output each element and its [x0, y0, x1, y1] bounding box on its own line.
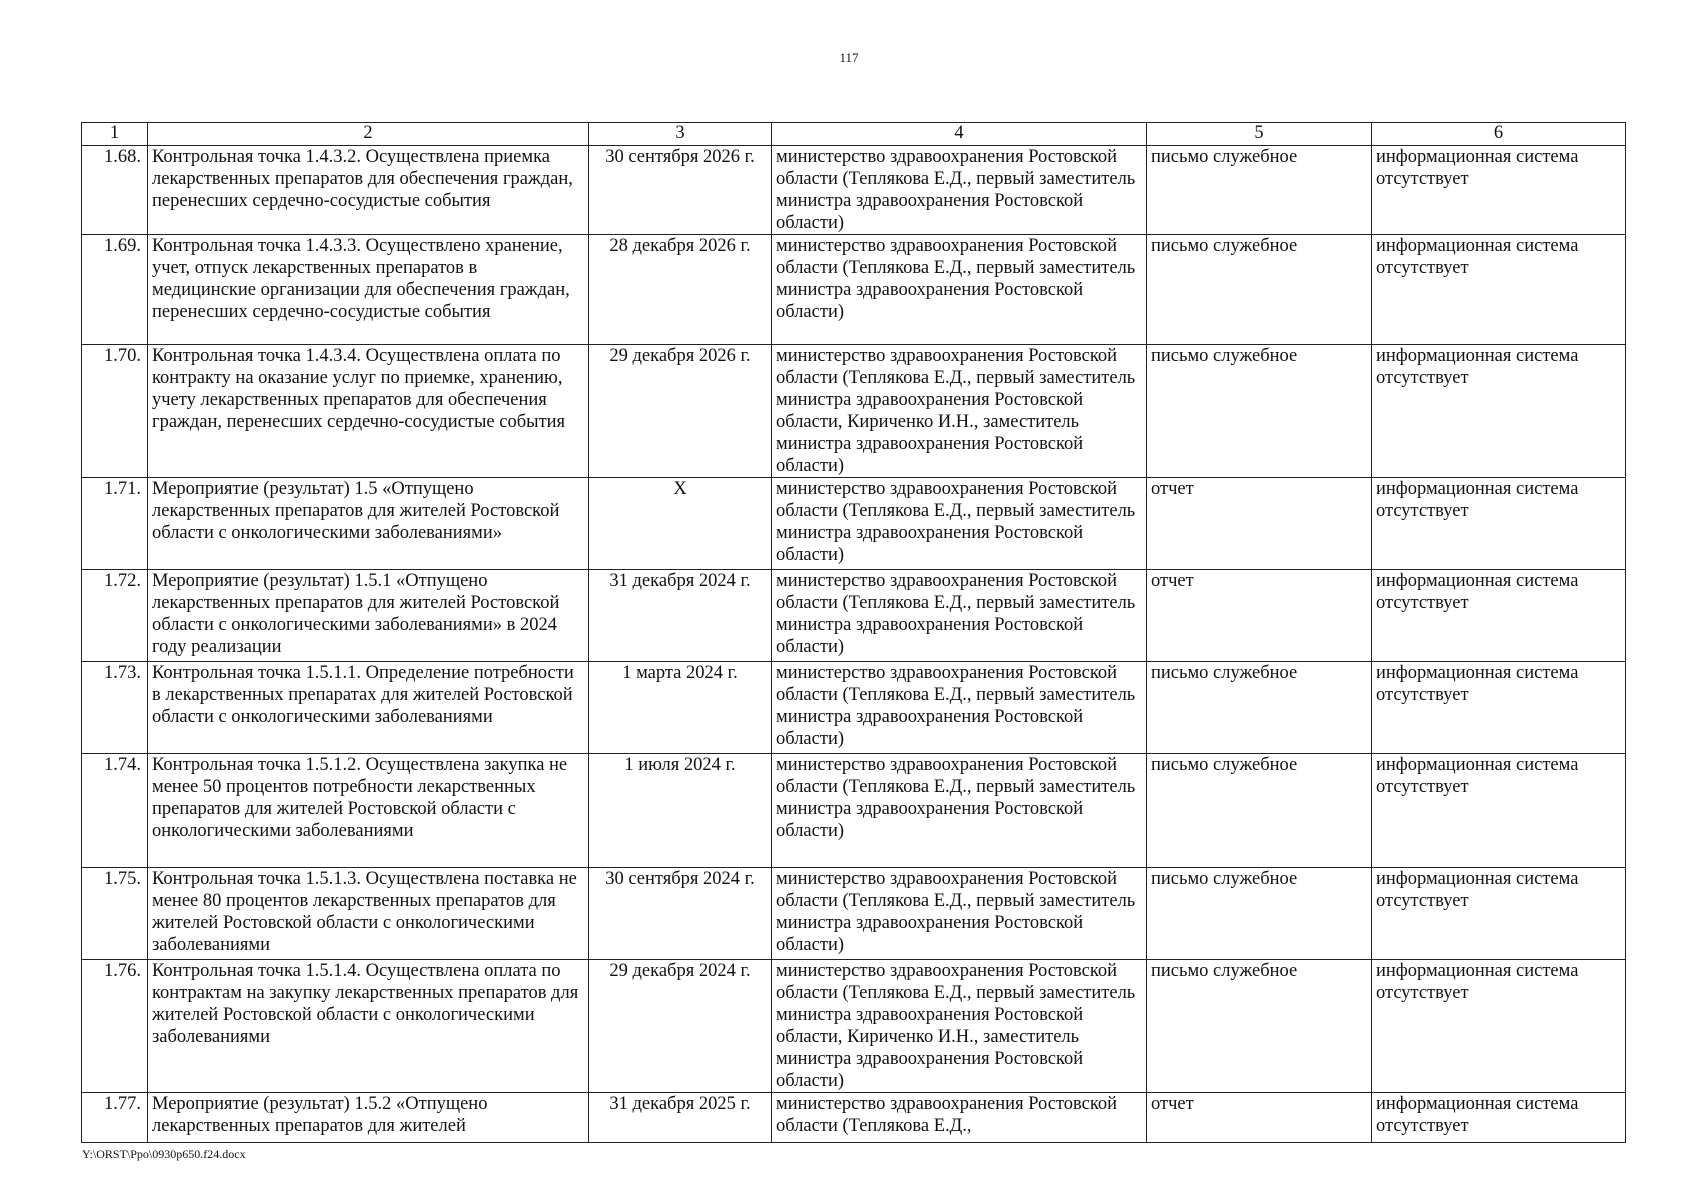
row-number: 1.70. [82, 345, 148, 478]
row-name: Контрольная точка 1.4.3.2. Осуществлена приемка лекарственных препаратов для обеспечения граждан, перенесших сердечно-сосудистые события [148, 146, 589, 235]
row-number: 1.75. [82, 868, 148, 960]
header-cell: 6 [1372, 123, 1626, 146]
table-row [82, 960, 1626, 1093]
row-responsible: министерство здравоохранения Ростовской области (Теплякова Е.Д., первый заместитель министра здравоохранения Ростовской области, Кириченко И.Н., заместитель министра здравоохранения Ростовской области) [772, 960, 1147, 1093]
row-date: 30 сентября 2024 г. [589, 868, 772, 960]
row-date: 29 декабря 2026 г. [589, 345, 772, 478]
row-number: 1.73. [82, 662, 148, 754]
row-document: письмо служебное [1147, 662, 1372, 754]
table-row [82, 345, 1626, 478]
row-document: отчет [1147, 570, 1372, 662]
row-date: 28 декабря 2026 г. [589, 235, 772, 345]
row-name: Контрольная точка 1.5.1.2. Осуществлена закупка не менее 50 процентов потребности лекарственных препаратов для жителей Ростовской области с онкологическими заболеваниями [148, 754, 589, 868]
page-number: 117 [839, 50, 859, 65]
row-document: отчет [1147, 1093, 1372, 1143]
row-name: Контрольная точка 1.4.3.4. Осуществлена оплата по контракту на оказание услуг по приемке, хранению, учету лекарственных препаратов для обеспечения граждан, перенесших сердечно-сосудистые события [148, 345, 589, 478]
file-path-footer: Y:\ORST\Ppo\0930p650.f24.docx [82, 1147, 246, 1161]
row-responsible: министерство здравоохранения Ростовской области (Теплякова Е.Д., [772, 1093, 1147, 1143]
header-cell: 2 [148, 123, 589, 146]
table-row [82, 754, 1626, 868]
row-date: 31 декабря 2025 г. [589, 1093, 772, 1143]
row-number: 1.74. [82, 754, 148, 868]
table-row [82, 1093, 1626, 1143]
header-cell: 5 [1147, 123, 1372, 146]
row-document: письмо служебное [1147, 868, 1372, 960]
header-cell: 1 [82, 123, 148, 146]
row-number: 1.72. [82, 570, 148, 662]
row-info-system: информационная система отсутствует [1372, 478, 1626, 570]
row-document: письмо служебное [1147, 146, 1372, 235]
table-row [82, 662, 1626, 754]
row-name: Контрольная точка 1.5.1.1. Определение потребности в лекарственных препаратах для жителей Ростовской области с онкологическими заболеваниями [148, 662, 589, 754]
row-document: письмо служебное [1147, 754, 1372, 868]
row-document: письмо служебное [1147, 235, 1372, 345]
row-info-system: информационная система отсутствует [1372, 960, 1626, 1093]
row-info-system: информационная система отсутствует [1372, 235, 1626, 345]
row-number: 1.69. [82, 235, 148, 345]
table-row [82, 478, 1626, 570]
table-row [82, 868, 1626, 960]
row-date: 30 сентября 2026 г. [589, 146, 772, 235]
schedule-table [81, 122, 1626, 1143]
row-info-system: информационная система отсутствует [1372, 754, 1626, 868]
row-date: 29 декабря 2024 г. [589, 960, 772, 1093]
row-info-system: информационная система отсутствует [1372, 146, 1626, 235]
row-number: 1.76. [82, 960, 148, 1093]
row-name: Контрольная точка 1.5.1.3. Осуществлена поставка не менее 80 процентов лекарственных препаратов для жителей Ростовской области с онкологическими заболеваниями [148, 868, 589, 960]
table-row [82, 235, 1626, 345]
table-row [82, 146, 1626, 235]
row-responsible: министерство здравоохранения Ростовской области (Теплякова Е.Д., первый заместитель министра здравоохранения Ростовской области, Кириченко И.Н., заместитель министра здравоохранения Ростовской области) [772, 345, 1147, 478]
row-number: 1.77. [82, 1093, 148, 1143]
header-cell: 4 [772, 123, 1147, 146]
row-name: Контрольная точка 1.5.1.4. Осуществлена оплата по контрактам на закупку лекарственных препаратов для жителей Ростовской области с онкологическими заболеваниями [148, 960, 589, 1093]
row-document: письмо служебное [1147, 960, 1372, 1093]
row-info-system: информационная система отсутствует [1372, 1093, 1626, 1143]
row-name: Контрольная точка 1.4.3.3. Осуществлено хранение, учет, отпуск лекарственных препаратов в медицинские организации для обеспечения граждан, перенесших сердечно-сосудистые события [148, 235, 589, 345]
header-row [82, 123, 1626, 146]
row-info-system: информационная система отсутствует [1372, 868, 1626, 960]
row-date: 1 марта 2024 г. [589, 662, 772, 754]
row-responsible: министерство здравоохранения Ростовской области (Теплякова Е.Д., первый заместитель министра здравоохранения Ростовской области) [772, 570, 1147, 662]
row-number: 1.68. [82, 146, 148, 235]
row-document: отчет [1147, 478, 1372, 570]
row-responsible: министерство здравоохранения Ростовской области (Теплякова Е.Д., первый заместитель министра здравоохранения Ростовской области) [772, 478, 1147, 570]
row-date: 1 июля 2024 г. [589, 754, 772, 868]
row-name: Мероприятие (результат) 1.5.2 «Отпущено лекарственных препаратов для жителей [148, 1093, 589, 1143]
row-name: Мероприятие (результат) 1.5.1 «Отпущено лекарственных препаратов для жителей Ростовской области с онкологическими заболеваниями» в 2024 году реализации [148, 570, 589, 662]
header-cell: 3 [589, 123, 772, 146]
table-row [82, 570, 1626, 662]
row-info-system: информационная система отсутствует [1372, 345, 1626, 478]
row-responsible: министерство здравоохранения Ростовской области (Теплякова Е.Д., первый заместитель министра здравоохранения Ростовской области) [772, 754, 1147, 868]
row-responsible: министерство здравоохранения Ростовской области (Теплякова Е.Д., первый заместитель министра здравоохранения Ростовской области) [772, 868, 1147, 960]
row-date: 31 декабря 2024 г. [589, 570, 772, 662]
row-info-system: информационная система отсутствует [1372, 662, 1626, 754]
row-number: 1.71. [82, 478, 148, 570]
row-responsible: министерство здравоохранения Ростовской области (Теплякова Е.Д., первый заместитель министра здравоохранения Ростовской области) [772, 235, 1147, 345]
row-info-system: информационная система отсутствует [1372, 570, 1626, 662]
row-responsible: министерство здравоохранения Ростовской области (Теплякова Е.Д., первый заместитель министра здравоохранения Ростовской области) [772, 662, 1147, 754]
row-responsible: министерство здравоохранения Ростовской области (Теплякова Е.Д., первый заместитель министра здравоохранения Ростовской области) [772, 146, 1147, 235]
row-document: письмо служебное [1147, 345, 1372, 478]
row-date: Х [589, 478, 772, 570]
row-name: Мероприятие (результат) 1.5 «Отпущено лекарственных препаратов для жителей Ростовской области с онкологическими заболеваниями» [148, 478, 589, 570]
